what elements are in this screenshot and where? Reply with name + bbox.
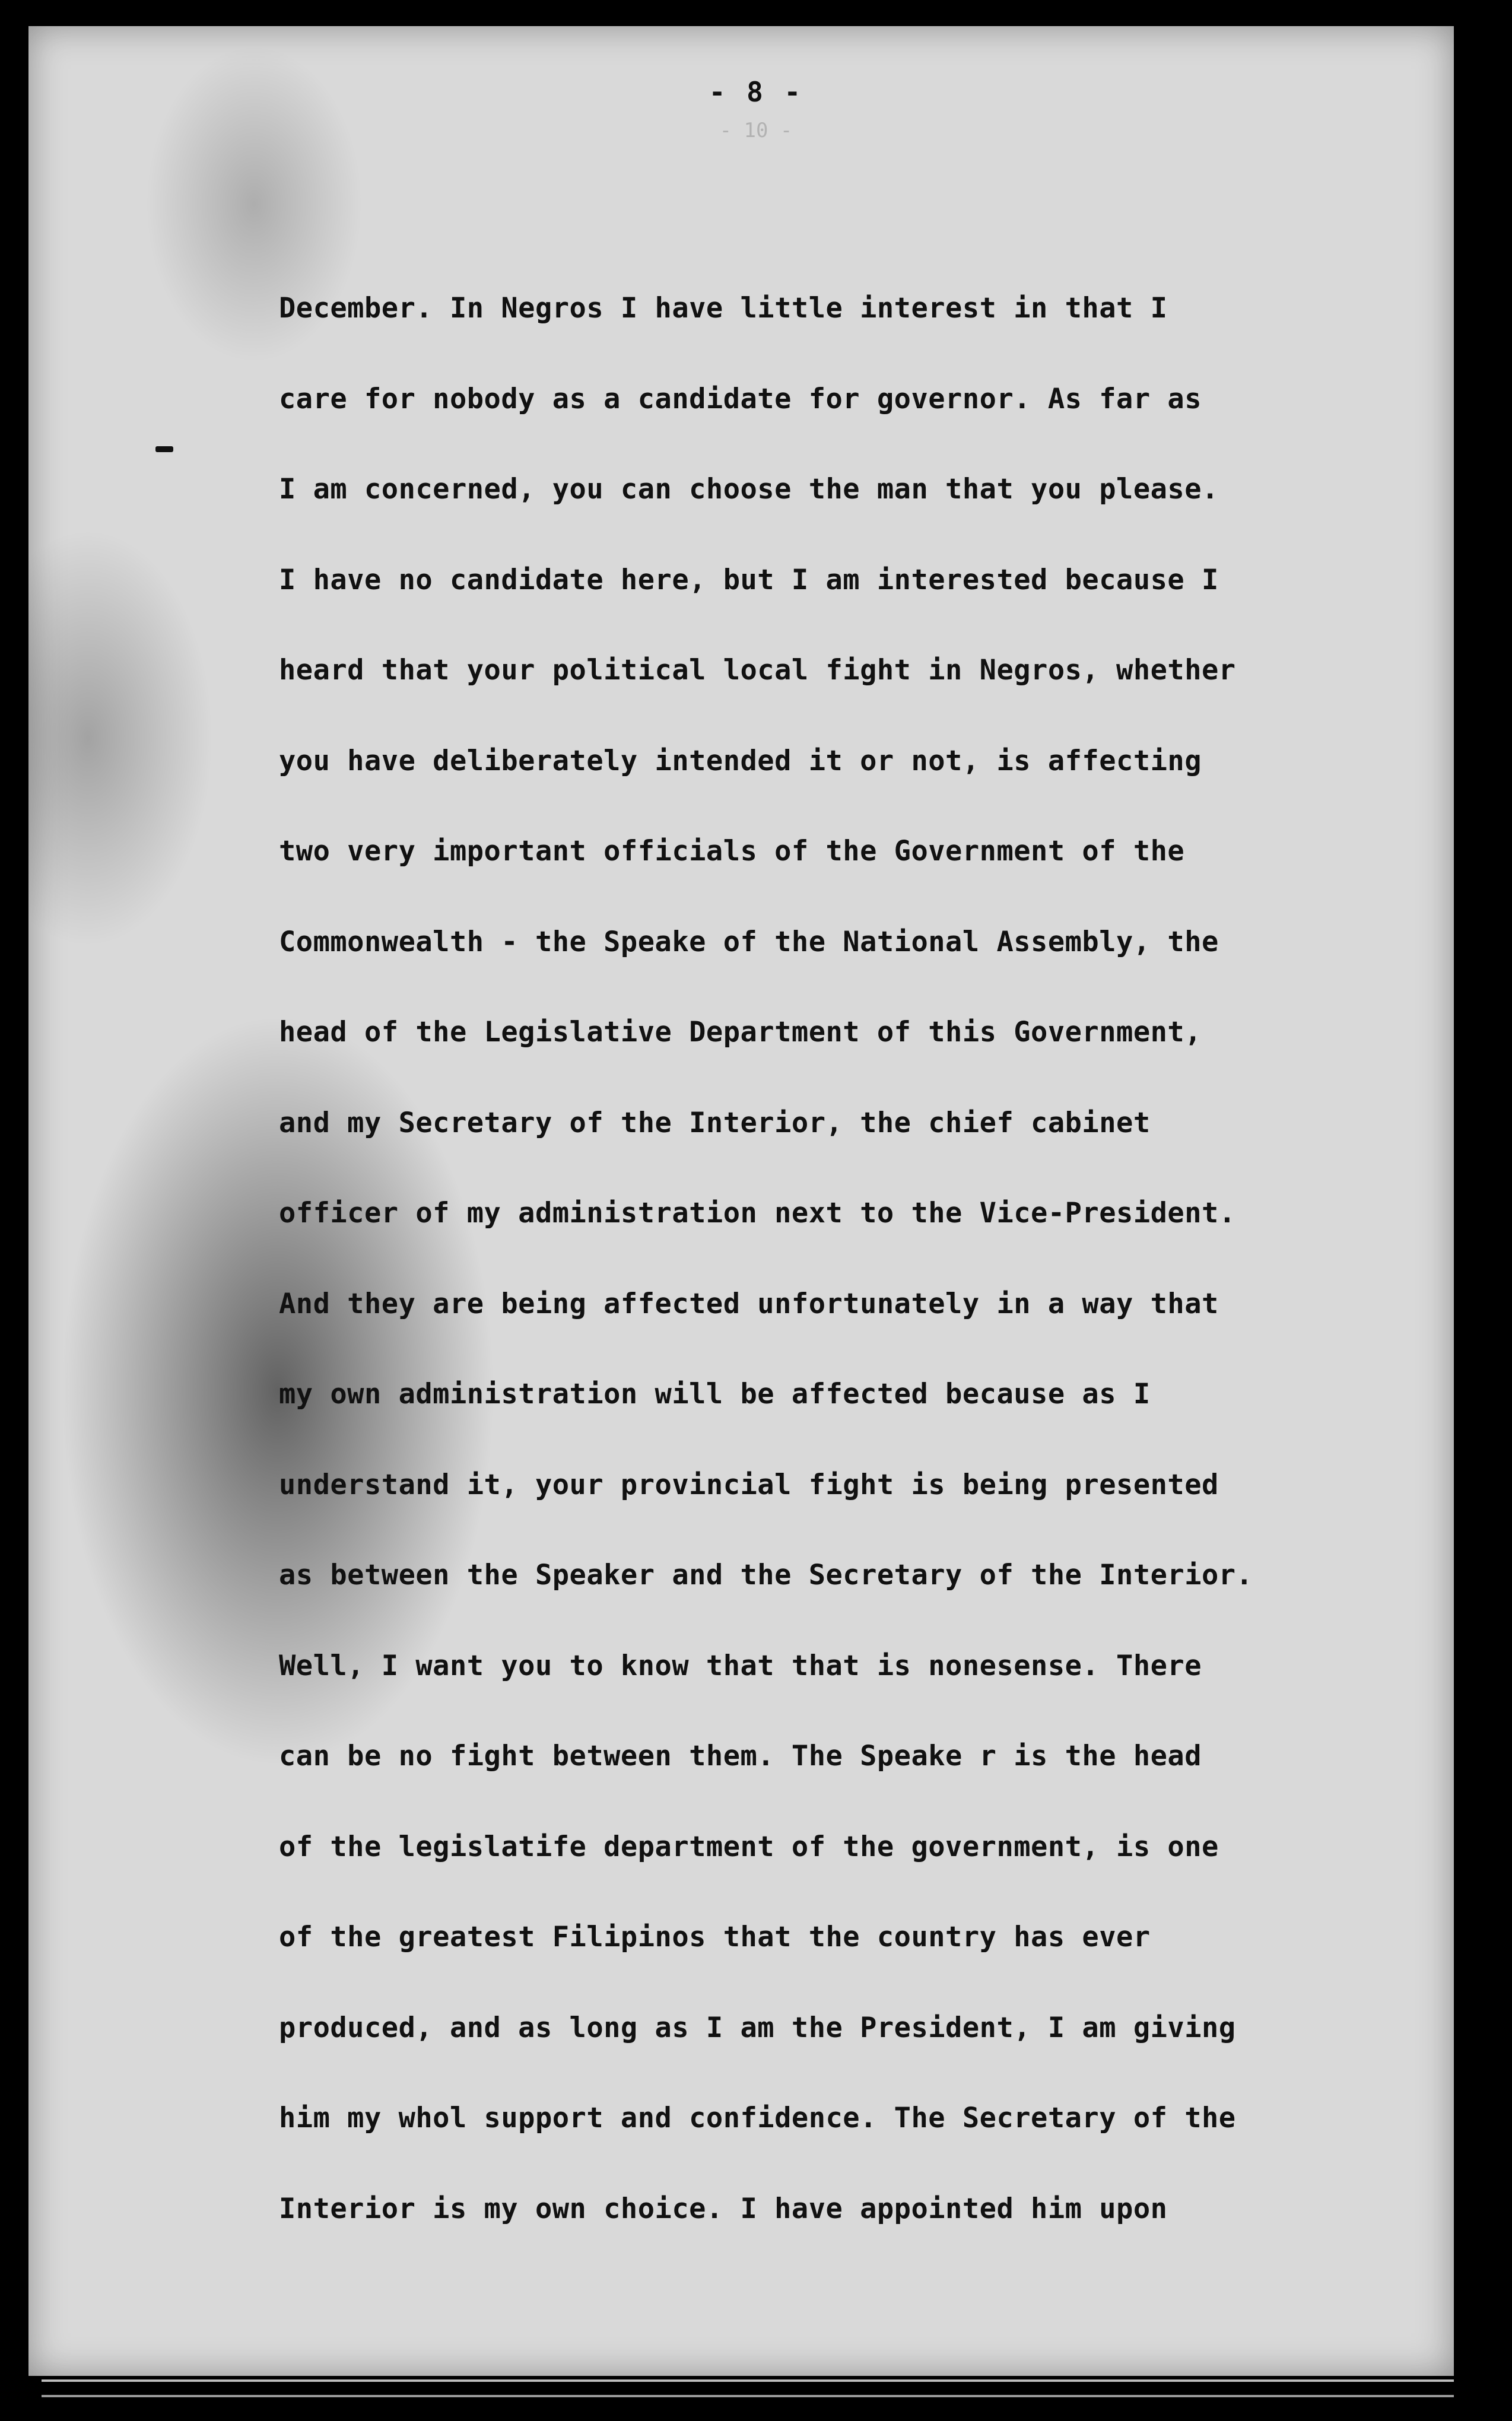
text-line: two very important officials of the Government of the — [279, 835, 1185, 868]
text-line: Commonwealth - the Speake of the National Assembly, the — [279, 925, 1219, 958]
text-line: you have deliberately intended it or not, is affecting — [279, 744, 1202, 777]
text-line: my own administration will be affected because as I — [279, 1378, 1151, 1410]
text-line: And they are being affected unfortunately in a way that — [279, 1287, 1219, 1320]
text-line: as between the Speaker and the Secretary of the Interior. — [279, 1559, 1253, 1591]
text-line: I have no candidate here, but I am interested because I — [279, 563, 1219, 596]
text-line: officer of my administration next to the Vice-President. — [279, 1197, 1236, 1229]
text-line: understand it, your provincial fight is being presented — [279, 1468, 1219, 1501]
text-line: December. In Negros I have little interest in that I — [279, 292, 1168, 325]
typed-body-text — [279, 285, 1347, 2276]
text-line: of the greatest Filipinos that the country has ever — [279, 1921, 1151, 1953]
text-line: and my Secretary of the Interior, the chief cabinet — [279, 1106, 1151, 1139]
text-line: him my whol support and confidence. The Secretary of the — [279, 2102, 1236, 2134]
text-line: I am concerned, you can choose the man that you please. — [279, 473, 1219, 506]
text-line: head of the Legislative Department of this Government, — [279, 1016, 1202, 1049]
bleed-through-page-number: - 10 - — [719, 119, 793, 142]
stacked-page-edges — [42, 2379, 1454, 2397]
text-line: Well, I want you to know that that is nonesense. There — [279, 1649, 1202, 1682]
text-line: of the legislatife department of the government, is one — [279, 1830, 1219, 1863]
text-line: care for nobody as a candidate for governor. As far as — [279, 382, 1202, 415]
text-line: heard that your political local fight in Negros, whether — [279, 654, 1236, 687]
text-line: produced, and as long as I am the President, I am giving — [279, 2011, 1236, 2044]
text-line: Interior is my own choice. I have appointed him upon — [279, 2192, 1168, 2225]
margin-mark — [155, 446, 173, 452]
page-number: - 8 - — [709, 76, 803, 108]
text-line: can be no fight between them. The Speake r is the head — [279, 1740, 1202, 1772]
